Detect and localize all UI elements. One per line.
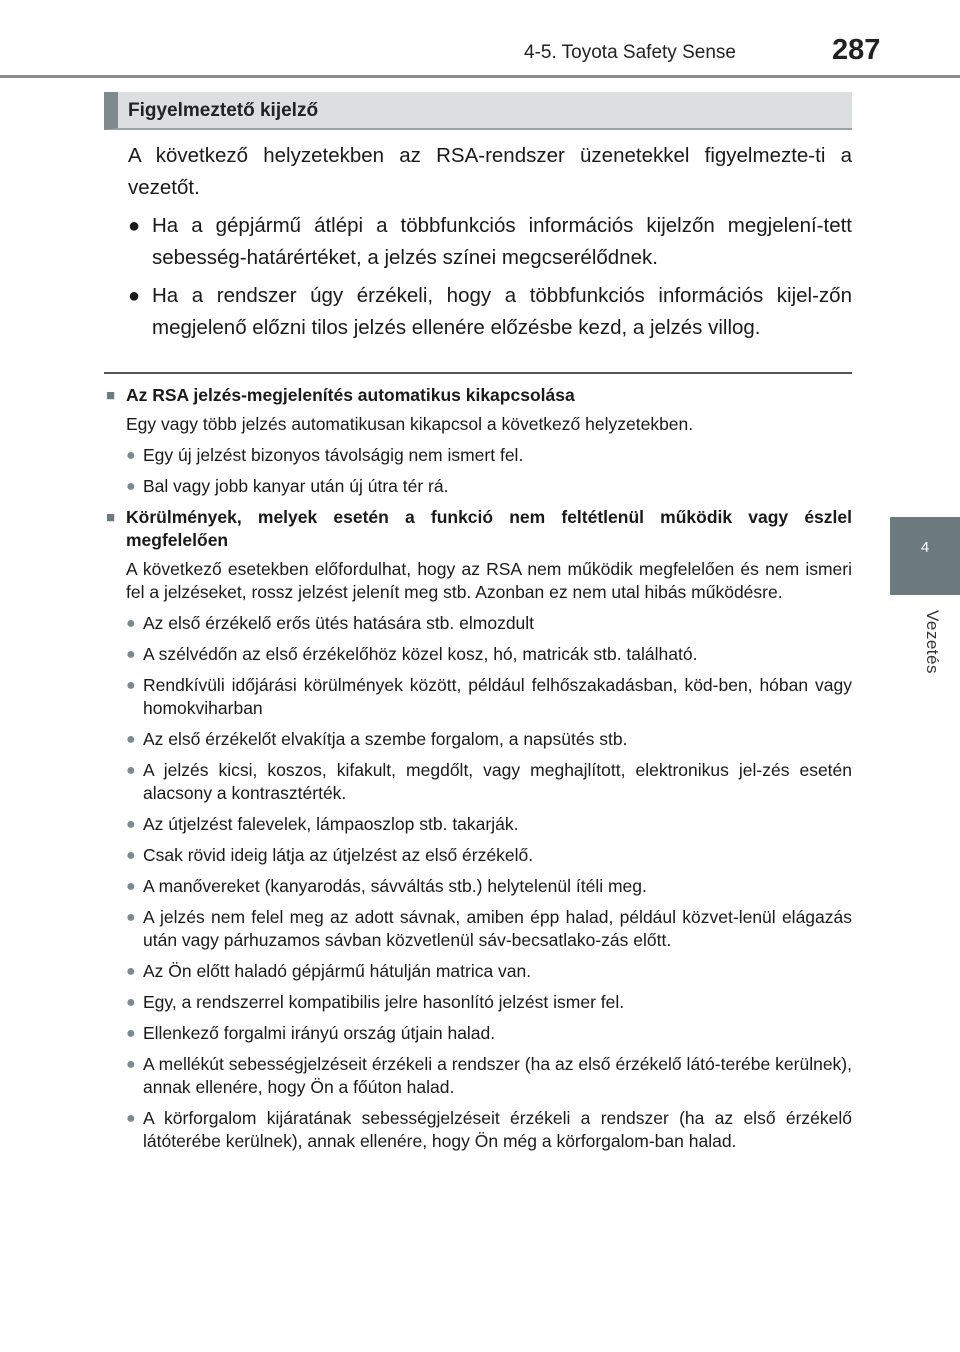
list-item: ● A mellékút sebességjelzéseit érzékeli a rendszer (ha az első érzékelő látó-terébe kerülnek), annak ellenére, hogy Ön a főúton halad. [126, 1054, 852, 1097]
bullet-dot-icon: ● [126, 1025, 136, 1042]
list-item: ● A körforgalom kijáratának sebességjelzéseit érzékeli a rendszer (ha az első érzékelő látóterébe kerülnek), annak ellenére, hogy Ön még a körforgalom-ban halad. [126, 1108, 852, 1151]
bullet-dot-icon: ● [126, 731, 136, 748]
section-heading: ■ Az RSA jelzés-megjelenítés automatikus kikapcsolása [106, 385, 575, 405]
list-item: ● A jelzés nem felel meg az adott sávnak, amiben épp halad, például közvet-lenül elágazás után vagy párhuzamos sávban közvetlenül sáv-becsatlako-zás előtt. [126, 907, 852, 950]
list-item: ● Egy, a rendszerrel kompatibilis jelre hasonlító jelzést ismer fel. [126, 992, 625, 1012]
warning-box-intro: A következő helyzetekben az RSA-rendszer üzenetekkel figyelmezte-ti a vezetőt. [128, 144, 852, 199]
chapter-number: 4 [920, 539, 930, 556]
bullet-dot-icon: ● [128, 285, 141, 307]
list-item: ● A szélvédőn az első érzékelőhöz közel kosz, hó, matricák stb. található. [126, 644, 698, 664]
bullet-dot-icon: ● [128, 215, 141, 237]
warning-box-title: Figyelmeztető kijelző [104, 92, 852, 130]
chapter-title: Vezetés [923, 610, 942, 674]
page-number: 287 [832, 34, 881, 66]
list-item: ● Az útjelzést falevelek, lámpaoszlop stb. takarják. [126, 814, 519, 834]
list-item: ● A manővereket (kanyarodás, sávváltás stb.) helytelenül ítéli meg. [126, 876, 647, 896]
bullet-dot-icon: ● [126, 646, 136, 663]
bullet-dot-icon: ● [126, 878, 136, 895]
section-heading: ■ Körülmények, melyek esetén a funkció nem feltétlenül működik vagy észlel megfelelően [106, 507, 852, 550]
bullet-dot-icon: ● [126, 478, 136, 495]
list-item: ● Rendkívüli időjárási körülmények között, például felhőszakadásban, köd-ben, hóban vagy homokviharban [126, 675, 852, 718]
square-bullet-icon: ■ [106, 509, 116, 526]
bullet-dot-icon: ● [126, 847, 136, 864]
list-item: ● Az első érzékelőt elvakítja a szembe forgalom, a napsütés stb. [126, 729, 628, 749]
section-intro: A következő esetekben előfordulhat, hogy az RSA nem működik megfelelően és nem ismeri fel a jelzéseket, rossz jelzést jelenít meg stb. Azonban ez nem utal hibás működésre. [126, 559, 852, 602]
bullet-dot-icon: ● [126, 1110, 136, 1127]
warning-box-bullet: ● Ha a rendszer úgy érzékeli, hogy a többfunkciós információs kijel-zőn megjelenő előzni tilos jelzés ellenére előzésbe kezd, a jelzés villog. [128, 280, 852, 344]
warning-box-bullet: ● Ha a gépjármű átlépi a többfunkciós információs kijelzőn megjelení-tett sebesség-határértéket, a jelzés színei megcserélődnek. [128, 210, 852, 274]
list-item: ● Csak rövid ideig látja az útjelzést az első érzékelő. [126, 845, 534, 865]
list-item: ● Az Ön előtt haladó gépjármű hátulján matrica van. [126, 961, 532, 981]
bullet-dot-icon: ● [126, 615, 136, 632]
square-bullet-icon: ■ [106, 387, 116, 404]
bullet-dot-icon: ● [126, 762, 136, 779]
bullet-dot-icon: ● [126, 816, 136, 833]
list-item: ● Bal vagy jobb kanyar után új útra tér rá. [126, 476, 449, 496]
bullet-dot-icon: ● [126, 447, 136, 464]
main-content [106, 382, 852, 1161]
running-header-section: 4-5. Toyota Safety Sense [524, 42, 736, 63]
bullet-dot-icon: ● [126, 677, 136, 694]
chapter-tab [890, 517, 960, 595]
bullet-dot-icon: ● [126, 994, 136, 1011]
warning-box-divider [104, 372, 852, 374]
warning-box-body [128, 140, 852, 350]
list-item: ● Ellenkező forgalmi irányú ország útjain halad. [126, 1023, 496, 1043]
bullet-dot-icon: ● [126, 1056, 136, 1073]
bullet-dot-icon: ● [126, 963, 136, 980]
list-item: ● Az első érzékelő erős ütés hatására stb. elmozdult [126, 613, 535, 633]
section-intro: Egy vagy több jelzés automatikusan kikapcsol a következő helyzetekben. [126, 414, 694, 434]
header-divider [0, 75, 960, 78]
bullet-dot-icon: ● [126, 909, 136, 926]
list-item: ● A jelzés kicsi, koszos, kifakult, megdőlt, vagy meghajlított, elektronikus jel-zés esetén alacsony a kontrasztérték. [126, 760, 852, 803]
list-item: ● Egy új jelzést bizonyos távolságig nem ismert fel. [126, 445, 524, 465]
